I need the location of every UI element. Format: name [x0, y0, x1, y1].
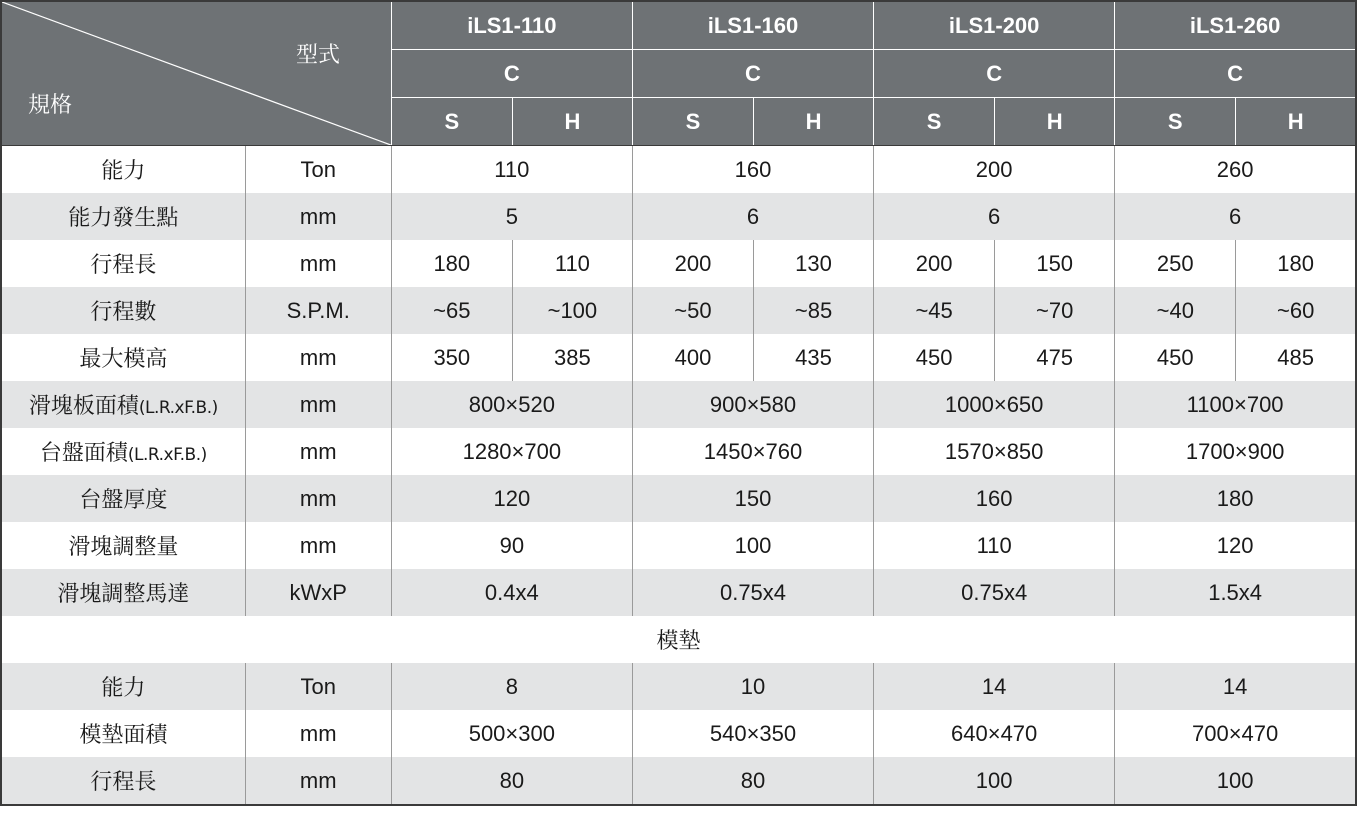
- row-label: 能力: [1, 146, 245, 194]
- table-row: [1, 710, 1356, 757]
- cell-value: 200: [632, 240, 753, 287]
- row-label: 能力: [1, 663, 245, 710]
- cell-value: 110: [512, 240, 632, 287]
- row-label: 行程長: [1, 240, 245, 287]
- cell-value: 0.4x4: [391, 569, 632, 616]
- table-row: [1, 475, 1356, 522]
- row-label: 行程長: [1, 757, 245, 805]
- row-unit: Ton: [245, 146, 391, 194]
- cell-value: 90: [391, 522, 632, 569]
- cell-value: ~65: [391, 287, 512, 334]
- row-unit: Ton: [245, 663, 391, 710]
- cell-value: 14: [1115, 663, 1356, 710]
- cell-value: 160: [632, 146, 873, 194]
- cell-value: 1000×650: [874, 381, 1115, 428]
- model-subtype: S: [632, 98, 753, 146]
- model-name: iLS1-160: [632, 1, 873, 50]
- row-label: 滑塊調整馬達: [1, 569, 245, 616]
- cell-value: 1450×760: [632, 428, 873, 475]
- row-unit: mm: [245, 334, 391, 381]
- cell-value: 200: [874, 146, 1115, 194]
- cell-value: 150: [995, 240, 1115, 287]
- model-subtype: H: [1236, 98, 1356, 146]
- model-name: iLS1-260: [1115, 1, 1356, 50]
- row-unit: mm: [245, 193, 391, 240]
- cell-value: 100: [632, 522, 873, 569]
- cell-value: 900×580: [632, 381, 873, 428]
- cell-value: 385: [512, 334, 632, 381]
- table-row: [1, 287, 1356, 334]
- table-row: [1, 757, 1356, 805]
- model-name: iLS1-200: [874, 1, 1115, 50]
- spec-label: 規格: [28, 92, 73, 117]
- table-header: [1, 1, 1356, 146]
- row-label: 台盤厚度: [1, 475, 245, 522]
- cell-value: 1100×700: [1115, 381, 1356, 428]
- cell-value: 180: [1236, 240, 1356, 287]
- diagonal-divider: [2, 2, 391, 145]
- row-label: 滑塊調整量: [1, 522, 245, 569]
- cell-value: 100: [1115, 757, 1356, 805]
- section-title: 模墊: [1, 616, 1356, 663]
- cell-value: 540×350: [632, 710, 873, 757]
- cell-value: 6: [632, 193, 873, 240]
- cell-value: ~100: [512, 287, 632, 334]
- model-type: C: [874, 50, 1115, 98]
- table-row: [1, 193, 1356, 240]
- row-label: [1, 428, 245, 475]
- row-label: 最大模高: [1, 334, 245, 381]
- cell-value: 435: [754, 334, 874, 381]
- cell-value: 180: [1115, 475, 1356, 522]
- row-unit: kWxP: [245, 569, 391, 616]
- table-row: [1, 381, 1356, 428]
- cell-value: 1.5x4: [1115, 569, 1356, 616]
- cell-value: 475: [995, 334, 1115, 381]
- cell-value: 260: [1115, 146, 1356, 194]
- cell-value: ~45: [874, 287, 995, 334]
- header-row-model: [1, 1, 1356, 50]
- cell-value: 80: [632, 757, 873, 805]
- row-label-suffix: (L.R.xF.B.): [127, 445, 207, 465]
- model-subtype: S: [1115, 98, 1236, 146]
- cell-value: 250: [1115, 240, 1236, 287]
- cell-value: 110: [874, 522, 1115, 569]
- row-unit: mm: [245, 710, 391, 757]
- model-subtype: H: [512, 98, 632, 146]
- cell-value: 0.75x4: [874, 569, 1115, 616]
- cell-value: 120: [391, 475, 632, 522]
- cell-value: ~40: [1115, 287, 1236, 334]
- table-body: [1, 146, 1356, 806]
- model-subtype: S: [874, 98, 995, 146]
- section-row: [1, 616, 1356, 663]
- cell-value: 200: [874, 240, 995, 287]
- cell-value: 8: [391, 663, 632, 710]
- row-unit: mm: [245, 381, 391, 428]
- header-corner-cell: [1, 1, 391, 146]
- row-label: 行程數: [1, 287, 245, 334]
- row-label: 模墊面積: [1, 710, 245, 757]
- table-row: [1, 428, 1356, 475]
- model-name: iLS1-110: [391, 1, 632, 50]
- cell-value: 450: [874, 334, 995, 381]
- cell-value: 700×470: [1115, 710, 1356, 757]
- row-label-text: 台盤面積: [39, 441, 128, 466]
- model-subtype: S: [391, 98, 512, 146]
- model-type: C: [391, 50, 632, 98]
- cell-value: 0.75x4: [632, 569, 873, 616]
- cell-value: 350: [391, 334, 512, 381]
- cell-value: 160: [874, 475, 1115, 522]
- row-label-text: 滑塊板面積: [28, 394, 139, 419]
- row-unit: mm: [245, 240, 391, 287]
- table-row: [1, 334, 1356, 381]
- table-row: [1, 240, 1356, 287]
- cell-value: 5: [391, 193, 632, 240]
- table-row: [1, 522, 1356, 569]
- row-label: [1, 381, 245, 428]
- cell-value: 485: [1236, 334, 1356, 381]
- cell-value: 130: [754, 240, 874, 287]
- table-row: [1, 569, 1356, 616]
- cell-value: ~50: [632, 287, 753, 334]
- table-row: [1, 146, 1356, 194]
- model-type: C: [1115, 50, 1356, 98]
- model-type: C: [632, 50, 873, 98]
- cell-value: 6: [874, 193, 1115, 240]
- row-unit: mm: [245, 475, 391, 522]
- cell-value: 800×520: [391, 381, 632, 428]
- row-unit: mm: [245, 757, 391, 805]
- row-unit: S.P.M.: [245, 287, 391, 334]
- row-label: 能力發生點: [1, 193, 245, 240]
- model-subtype: H: [754, 98, 874, 146]
- cell-value: 400: [632, 334, 753, 381]
- row-unit: mm: [245, 522, 391, 569]
- cell-value: 14: [874, 663, 1115, 710]
- cell-value: 6: [1115, 193, 1356, 240]
- cell-value: ~70: [995, 287, 1115, 334]
- cell-value: 1700×900: [1115, 428, 1356, 475]
- cell-value: 80: [391, 757, 632, 805]
- cell-value: 100: [874, 757, 1115, 805]
- row-unit: mm: [245, 428, 391, 475]
- model-label: 型式: [296, 42, 341, 67]
- cell-value: 10: [632, 663, 873, 710]
- cell-value: 450: [1115, 334, 1236, 381]
- cell-value: 500×300: [391, 710, 632, 757]
- cell-value: ~60: [1236, 287, 1356, 334]
- table-row: [1, 663, 1356, 710]
- row-label-suffix: (L.R.xF.B.): [138, 398, 218, 418]
- cell-value: 640×470: [874, 710, 1115, 757]
- cell-value: 180: [391, 240, 512, 287]
- model-subtype: H: [995, 98, 1115, 146]
- cell-value: 150: [632, 475, 873, 522]
- cell-value: 120: [1115, 522, 1356, 569]
- cell-value: 110: [391, 146, 632, 194]
- cell-value: ~85: [754, 287, 874, 334]
- cell-value: 1280×700: [391, 428, 632, 475]
- cell-value: 1570×850: [874, 428, 1115, 475]
